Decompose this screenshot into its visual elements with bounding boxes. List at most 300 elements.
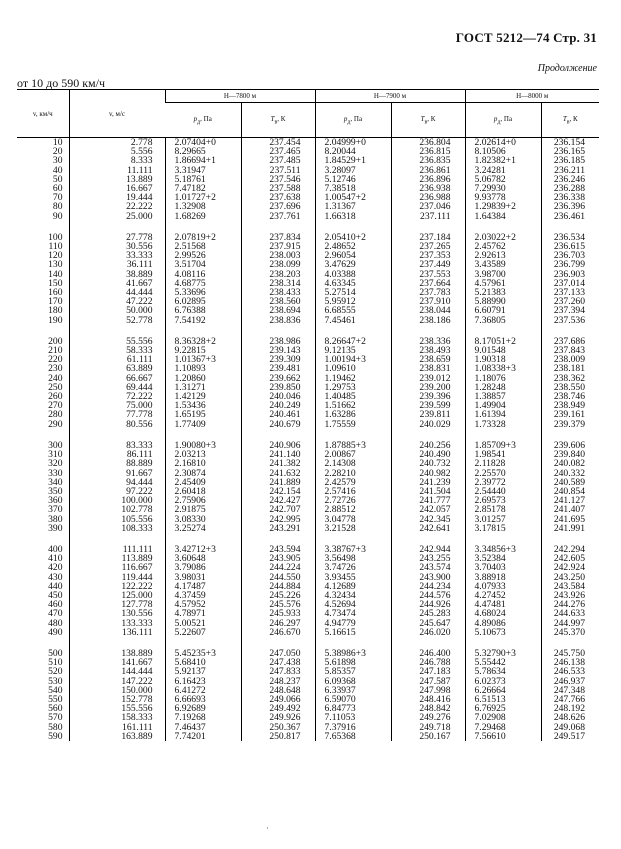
table-cell: 3.56498 [315, 554, 391, 563]
table-cell: 240.982 [391, 469, 465, 478]
table-cell: 4.37459 [165, 591, 241, 600]
table-row [17, 316, 599, 325]
table-row [17, 545, 599, 554]
table-cell: 5.21383 [465, 288, 541, 297]
table-cell: 237.588 [241, 184, 315, 193]
table-cell: 238.433 [241, 288, 315, 297]
table-cell: 249.068 [541, 723, 599, 732]
footer-mark: · [266, 823, 269, 833]
table-cell: 8.333 [69, 156, 165, 165]
table-cell: 1.66318 [315, 212, 391, 221]
table-cell: 170 [48, 296, 63, 308]
table-cell: 237.353 [391, 251, 465, 260]
table-cell: 242.641 [391, 524, 465, 533]
table-cell: 3.93455 [315, 573, 391, 582]
table-cell: 244.234 [391, 582, 465, 591]
col-header-temperature: $T_в$, К [541, 103, 599, 138]
col-header-temperature: $T_в$, К [241, 103, 315, 138]
table-row [17, 401, 599, 410]
table-cell: 2.57416 [315, 487, 391, 496]
table-cell: 4.47481 [465, 600, 541, 609]
altitude-header-2: H—7900 м [315, 90, 465, 103]
table-cell: 58.333 [69, 346, 165, 355]
table-cell: 160 [48, 287, 63, 299]
table-row [17, 270, 599, 279]
table-cell: 236.804 [391, 138, 465, 148]
table-cell: 244.997 [541, 619, 599, 628]
table-cell: 237.394 [541, 306, 599, 315]
table-cell: 520 [48, 666, 63, 678]
table-cell: 3.88918 [465, 573, 541, 582]
table-cell: 5.68410 [165, 658, 241, 667]
table-cell: 2.07404+0 [165, 138, 241, 148]
table-cell: 249.718 [391, 723, 465, 732]
table-cell: 70 [52, 192, 63, 204]
table-cell: 240.906 [241, 441, 315, 450]
continuation-label: Продолжение [537, 63, 597, 74]
table-cell: 246.138 [541, 658, 599, 667]
table-cell: 236.799 [541, 260, 599, 269]
table-cell: 8.26647+2 [315, 337, 391, 346]
table-cell: 245.933 [241, 609, 315, 618]
table-cell: 4.12689 [315, 582, 391, 591]
table-cell: 540 [48, 684, 63, 696]
table-cell: 120 [48, 250, 63, 262]
table-cell: 5.78634 [465, 667, 541, 676]
table-cell: 6.02373 [465, 677, 541, 686]
table-cell: 7.02908 [465, 713, 541, 722]
table-cell: 238.986 [241, 337, 315, 346]
col-header-v-kmh: v, км/ч [17, 90, 69, 138]
table-cell: 5.95912 [315, 297, 391, 306]
table-cell: 241.407 [541, 505, 599, 514]
table-row [17, 619, 599, 628]
table-cell: 3.42712+3 [165, 545, 241, 554]
table-cell: 250.367 [241, 723, 315, 732]
table-cell: 97.222 [69, 487, 165, 496]
table-cell: 2.07819+2 [165, 233, 241, 242]
table-row [17, 496, 599, 505]
table-row [17, 505, 599, 514]
table-cell: 241.127 [541, 496, 599, 505]
table-cell: 20 [52, 146, 63, 158]
table-cell: 161.111 [69, 723, 165, 732]
table-cell: 240.256 [391, 441, 465, 450]
table-cell: 1.01367+3 [165, 355, 241, 364]
table-cell: 108.333 [69, 524, 165, 533]
table-cell: 2.69573 [465, 496, 541, 505]
table-cell: 3.21528 [315, 524, 391, 533]
table-row [17, 166, 599, 175]
table-cell: 237.910 [391, 297, 465, 306]
table-cell: 5.33696 [165, 288, 241, 297]
table-cell: 3.74726 [315, 563, 391, 572]
table-cell: 3.52384 [465, 554, 541, 563]
table-cell: 4.17487 [165, 582, 241, 591]
table-cell: 6.66693 [165, 695, 241, 704]
table-cell: 247.348 [541, 686, 599, 695]
table-cell: 237.449 [391, 260, 465, 269]
table-cell: 50.000 [69, 306, 165, 315]
table-cell: 141.667 [69, 658, 165, 667]
table-cell: 2.30874 [165, 469, 241, 478]
table-cell: 2.54440 [465, 487, 541, 496]
table-cell: 237.536 [541, 316, 599, 325]
table-row [17, 609, 599, 618]
table-cell: 36.111 [69, 260, 165, 269]
table-cell: 7.29930 [465, 184, 541, 193]
table-cell: 236.211 [541, 166, 599, 175]
altitude-header-3: H—8000 м [465, 90, 599, 103]
table-body [17, 138, 599, 741]
table-cell: 5.38986+3 [315, 649, 391, 658]
table-row [17, 704, 599, 713]
table-cell: 9.01548 [465, 346, 541, 355]
table-cell: 238.181 [541, 364, 599, 373]
table-row [17, 410, 599, 419]
table-cell: 239.379 [541, 420, 599, 429]
table-cell: 8.17051+2 [465, 337, 541, 346]
table-cell: 248.626 [541, 713, 599, 722]
table-cell: 4.32434 [315, 591, 391, 600]
table-cell: 2.92613 [465, 251, 541, 260]
table-cell: 22.222 [69, 202, 165, 211]
table-cell: 2.16810 [165, 459, 241, 468]
table-cell: 246.788 [391, 658, 465, 667]
table-row [17, 582, 599, 591]
table-cell: 41.667 [69, 279, 165, 288]
table-cell: 7.54192 [165, 316, 241, 325]
table-cell: 239.840 [541, 450, 599, 459]
table-cell: 237.843 [541, 346, 599, 355]
table-cell: 2.778 [69, 138, 165, 148]
table-cell: 238.550 [541, 383, 599, 392]
table-cell: 7.56610 [465, 732, 541, 741]
table-row [17, 175, 599, 184]
table-cell: 230 [48, 363, 63, 375]
table-row [17, 554, 599, 563]
table-cell: 236.703 [541, 251, 599, 260]
table-cell: 480 [48, 617, 63, 629]
table-cell: 2.39772 [465, 478, 541, 487]
table-cell: 130 [48, 259, 63, 271]
table-cell: 2.14308 [315, 459, 391, 468]
table-cell: 55.556 [69, 337, 165, 346]
table-cell: 1.28248 [465, 383, 541, 392]
table-cell: 5.22607 [165, 628, 241, 637]
table-row [17, 515, 599, 524]
table-cell: 246.670 [241, 628, 315, 637]
table-cell: 3.98700 [465, 270, 541, 279]
table-cell: 130.556 [69, 609, 165, 618]
table-cell: 245.750 [541, 649, 599, 658]
table-cell: 236.988 [391, 193, 465, 202]
table-cell: 236.903 [541, 270, 599, 279]
col-header-pressure: $p_д$, Па [465, 103, 541, 138]
table-cell: 247.998 [391, 686, 465, 695]
table-cell: 241.239 [391, 478, 465, 487]
table-cell: 239.309 [241, 355, 315, 364]
table-cell: 237.696 [241, 202, 315, 211]
table-cell: 241.504 [391, 487, 465, 496]
table-cell: 210 [48, 345, 63, 357]
table-cell: 241.889 [241, 478, 315, 487]
table-cell: 247.050 [241, 649, 315, 658]
table-cell: 3.24281 [465, 166, 541, 175]
table-cell: 75.000 [69, 401, 165, 410]
table-cell: 2.11828 [465, 459, 541, 468]
table-cell: 180 [48, 305, 63, 317]
table-cell: 239.850 [241, 383, 315, 392]
table-cell: 238.659 [391, 355, 465, 364]
table-cell: 91.667 [69, 469, 165, 478]
table-cell: 238.044 [391, 306, 465, 315]
table-cell: 1.09610 [315, 364, 391, 373]
table-cell: 2.51568 [165, 242, 241, 251]
table-cell: 246.297 [241, 619, 315, 628]
table-cell: 247.587 [391, 677, 465, 686]
table-cell: 1.00194+3 [315, 355, 391, 364]
table-cell: 2.03213 [165, 450, 241, 459]
table-cell: 245.576 [241, 600, 315, 609]
table-cell: 3.04778 [315, 515, 391, 524]
table-cell: 570 [48, 712, 63, 724]
table-cell: 241.991 [541, 524, 599, 533]
table-cell: 237.511 [241, 166, 315, 175]
table-cell: 1.64384 [465, 212, 541, 221]
table-cell: 127.778 [69, 600, 165, 609]
table-cell: 246.937 [541, 677, 599, 686]
table-cell: 3.98031 [165, 573, 241, 582]
table-cell: 4.63345 [315, 279, 391, 288]
table-cell: 239.396 [391, 392, 465, 401]
table-cell: 490 [48, 626, 63, 638]
altitude-header-1: H—7800 м [165, 90, 315, 103]
table-cell: 246.533 [541, 667, 599, 676]
table-cell: 110 [48, 241, 63, 253]
table-cell: 8.36328+2 [165, 337, 241, 346]
table-cell: 19.444 [69, 193, 165, 202]
table-cell: 238.314 [241, 279, 315, 288]
table-cell: 1.53436 [165, 401, 241, 410]
table-cell: 1.31271 [165, 383, 241, 392]
table-cell: 243.584 [541, 582, 599, 591]
table-cell: 1.90080+3 [165, 441, 241, 450]
table-cell: 260 [48, 391, 63, 403]
table-cell: 390 [48, 522, 63, 534]
table-cell: 238.560 [241, 297, 315, 306]
table-cell: 237.485 [241, 156, 315, 165]
table-cell: 61.111 [69, 355, 165, 364]
table-cell: 243.905 [241, 554, 315, 563]
table-row [17, 260, 599, 269]
table-cell: 5.10673 [465, 628, 541, 637]
table-cell: 133.333 [69, 619, 165, 628]
table-cell: 2.91875 [165, 505, 241, 514]
table-cell: 7.45461 [315, 316, 391, 325]
table-cell: 238.009 [541, 355, 599, 364]
table-cell: 244.926 [391, 600, 465, 609]
table-cell: 5.556 [69, 147, 165, 156]
table-cell: 102.778 [69, 505, 165, 514]
table-cell: 80.556 [69, 420, 165, 429]
table-cell: 246.020 [391, 628, 465, 637]
table-cell: 239.200 [391, 383, 465, 392]
table-cell: 6.60791 [465, 306, 541, 315]
table-cell: 237.014 [541, 279, 599, 288]
table-row [17, 695, 599, 704]
table-cell: 239.606 [541, 441, 599, 450]
table-cell: 7.65368 [315, 732, 391, 741]
table-cell: 236.896 [391, 175, 465, 184]
table-cell: 240.589 [541, 478, 599, 487]
table-cell: 1.40485 [315, 392, 391, 401]
table-cell: 3.47629 [315, 260, 391, 269]
table-cell: 9.12135 [315, 346, 391, 355]
table-cell: 8.10506 [465, 147, 541, 156]
table-cell: 236.615 [541, 242, 599, 251]
table-cell: 237.260 [541, 297, 599, 306]
table-cell: 236.815 [391, 147, 465, 156]
table-cell: 8.20044 [315, 147, 391, 156]
table-cell: 5.00521 [165, 619, 241, 628]
table-cell: 2.85178 [465, 505, 541, 514]
table-cell: 2.45762 [465, 242, 541, 251]
table-cell: 238.362 [541, 374, 599, 383]
table-cell: 119.444 [69, 573, 165, 582]
table-cell: 243.574 [391, 563, 465, 572]
table-cell: 236.461 [541, 212, 599, 221]
table-cell: 1.65195 [165, 410, 241, 419]
table-cell: 590 [48, 730, 63, 742]
table-cell: 80 [52, 201, 63, 213]
col-header-pressure: $p_д$, Па [165, 103, 241, 138]
table-cell: 3.34856+3 [465, 545, 541, 554]
table-cell: 240.046 [241, 392, 315, 401]
table-cell: 7.74201 [165, 732, 241, 741]
table-cell: 248.237 [241, 677, 315, 686]
table-cell: 2.03022+2 [465, 233, 541, 242]
table-cell: 245.647 [391, 619, 465, 628]
table-cell: 236.154 [541, 138, 599, 148]
table-row [17, 450, 599, 459]
table-cell: 27.778 [69, 233, 165, 242]
table-cell: 25.000 [69, 212, 165, 221]
table-cell: 155.556 [69, 704, 165, 713]
table-cell: 6.92689 [165, 704, 241, 713]
table-cell: 5.16615 [315, 628, 391, 637]
table-cell: 241.632 [241, 469, 315, 478]
table-row [17, 563, 599, 572]
table-cell: 1.42129 [165, 392, 241, 401]
table-cell: 236.861 [391, 166, 465, 175]
table-cell: 244.276 [541, 600, 599, 609]
table-cell: 236.246 [541, 175, 599, 184]
table-cell: 247.833 [241, 667, 315, 676]
table-cell: 6.09368 [315, 677, 391, 686]
table-cell: 4.68024 [465, 609, 541, 618]
table-cell: 237.638 [241, 193, 315, 202]
table-cell: 244.884 [241, 582, 315, 591]
table-cell: 2.75906 [165, 496, 241, 505]
table-cell: 243.291 [241, 524, 315, 533]
table-cell: 340 [48, 476, 63, 488]
table-cell: 4.52694 [315, 600, 391, 609]
table-cell: 3.31947 [165, 166, 241, 175]
table-cell: 240.332 [541, 469, 599, 478]
table-cell: 105.556 [69, 515, 165, 524]
table-row [17, 600, 599, 609]
col-header-v-ms: v, м/с [69, 90, 165, 138]
table-cell: 4.57961 [465, 279, 541, 288]
table-cell: 1.20860 [165, 374, 241, 383]
table-cell: 240.854 [541, 487, 599, 496]
table-cell: 2.88512 [315, 505, 391, 514]
table-cell: 236.338 [541, 193, 599, 202]
table-cell: 7.29468 [465, 723, 541, 732]
table-row [17, 364, 599, 373]
table-cell: 30 [52, 155, 63, 167]
table-cell: 7.47182 [165, 184, 241, 193]
table-cell: 580 [48, 721, 63, 733]
table-cell: 3.51704 [165, 260, 241, 269]
table-cell: 2.02614+0 [465, 138, 541, 148]
table-cell: 240.732 [391, 459, 465, 468]
table-cell: 113.889 [69, 554, 165, 563]
table-cell: 13.889 [69, 175, 165, 184]
table-cell: 4.07933 [465, 582, 541, 591]
table-cell: 3.17815 [465, 524, 541, 533]
table-cell: 6.68555 [315, 306, 391, 315]
table-cell: 2.96054 [315, 251, 391, 260]
table-cell: 1.86694+1 [165, 156, 241, 165]
table-cell: 530 [48, 675, 63, 687]
table-cell: 400 [48, 543, 63, 555]
table-cell: 140 [48, 268, 63, 280]
table-cell: 550 [48, 693, 63, 705]
table-cell: 5.32790+3 [465, 649, 541, 658]
table-cell: 40 [52, 164, 63, 176]
table-cell: 280 [48, 409, 63, 421]
table-cell: 16.667 [69, 184, 165, 193]
table-cell: 241.140 [241, 450, 315, 459]
table-cell: 11.111 [69, 166, 165, 175]
table-cell: 4.57952 [165, 600, 241, 609]
table-cell: 4.08116 [165, 270, 241, 279]
table-row [17, 383, 599, 392]
table-cell: 560 [48, 703, 63, 715]
table-cell: 6.26664 [465, 686, 541, 695]
table-cell: 244.576 [391, 591, 465, 600]
table-cell: 100 [48, 231, 63, 243]
table-row [17, 469, 599, 478]
table-cell: 237.553 [391, 270, 465, 279]
table-cell: 236.835 [391, 156, 465, 165]
table-cell: 4.03388 [315, 270, 391, 279]
table-cell: 2.48652 [315, 242, 391, 251]
table-cell: 500 [48, 647, 63, 659]
table-cell: 163.889 [69, 732, 165, 741]
table-cell: 9.93778 [465, 193, 541, 202]
table-cell: 136.111 [69, 628, 165, 637]
table-cell: 245.370 [541, 628, 599, 637]
table-cell: 4.78971 [165, 609, 241, 618]
table-cell: 1.18076 [465, 374, 541, 383]
table-cell: 237.761 [241, 212, 315, 221]
table-cell: 239.599 [391, 401, 465, 410]
table-cell: 5.85357 [315, 667, 391, 676]
table-cell: 248.648 [241, 686, 315, 695]
